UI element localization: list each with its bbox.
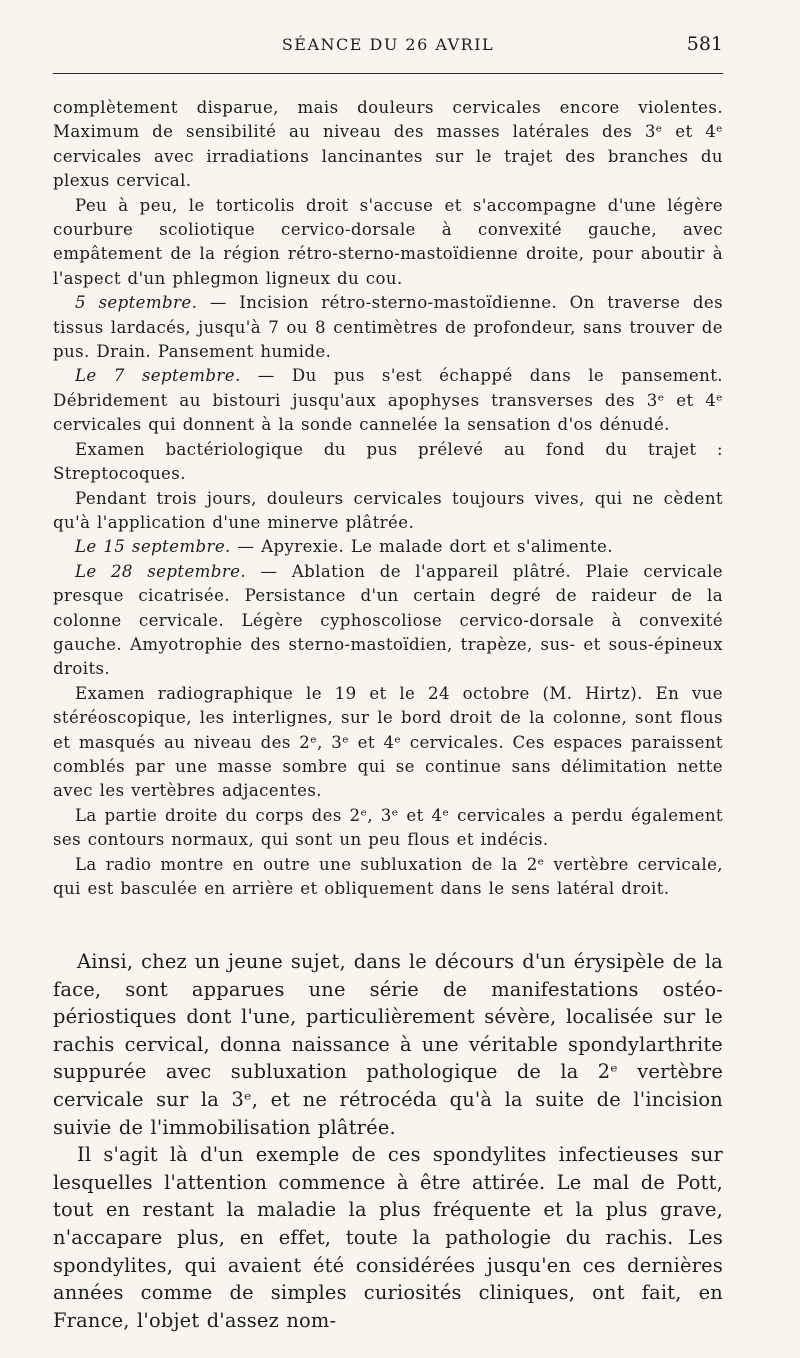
- case-note-paragraph: Le 7 septembre. — Du pus s'est échappé dans le pansement. Débridement au bistouri jusqu'aux apophyses transverses des 3ᵉ et 4ᵉ cervicales qui donnent à la sonde cannelée la sensation d'os dénudé.: [53, 366, 723, 435]
- case-note-paragraph: Examen bactériologique du pus prélevé au fond du trajet : Streptocoques.: [53, 439, 723, 484]
- case-notes: [53, 96, 723, 901]
- case-note-paragraph: La radio montre en outre une subluxation de la 2ᵉ vertèbre cervicale, qui est basculée en arrière et obliquement dans le sens latéral droit.: [53, 854, 723, 898]
- case-note-paragraph: complètement disparue, mais douleurs cervicales encore violentes. Maximum de sensibilité au niveau des masses latérales des 3ᵉ et 4ᵉ cervicales avec irradiations lancinantes sur le trajet des branches du plexus cervical.: [53, 98, 723, 191]
- case-note-paragraph: Pendant trois jours, douleurs cervicales toujours vives, qui ne cèdent qu'à l'application d'une minerve plâtrée.: [53, 488, 723, 532]
- case-note-paragraph: 5 septembre. — Incision rétro-sterno-mastoïdienne. On traverse des tissus lardacés, jusqu'à 7 ou 8 centimètres de profondeur, sans trouver de pus. Drain. Pansement humide.: [53, 293, 724, 362]
- case-note-paragraph: Peu à peu, le torticolis droit s'accuse et s'accompagne d'une légère courbure scoliotique cervico-dorsale à convexité gauche, avec empâtement de la région rétro-sterno-mastoïdienne droite, pour aboutir à l'aspect d'un phlegmon ligneux du cou.: [53, 195, 723, 288]
- page-number: 581: [686, 33, 723, 55]
- case-note-paragraph: Le 28 septembre. — Ablation de l'appareil plâtré. Plaie cervicale presque cicatrisée. Persistance d'un certain degré de raideur de la colonne cervicale. Légère cyphoscoliose cervico-dorsale à convexité gauche. Amyotrophie des sterno-mastoïdien, trapèze, sus- et sous-épineux droits.: [53, 561, 724, 679]
- case-note-paragraph: Le 15 septembre. — Apyrexie. Le malade dort et s'alimente.: [75, 537, 613, 557]
- case-note-paragraph: La partie droite du corps des 2ᵉ, 3ᵉ et 4ᵉ cervicales a perdu également ses contours normaux, qui sont un peu flous et indécis.: [53, 805, 723, 850]
- body-paragraph: Il s'agit là d'un exemple de ces spondylites infectieuses sur lesquelles l'attention commence à être attirée. Le mal de Pott, tout en restant la maladie la plus fréquente et la plus grave, n'accapare plus, en effet, toute la pathologie du rachis. Les spondylites, qui avaient été considérées jusqu'en ces dernières années comme de simples curiosités cliniques, ont fait, en France, l'objet d'assez nom-: [53, 1143, 723, 1332]
- running-head: [53, 33, 723, 59]
- main-text: [53, 948, 723, 1334]
- body-paragraph: Ainsi, chez un jeune sujet, dans le décours d'un érysipèle de la face, sont apparues une série de manifestations ostéo-périostiques dont l'une, particulièrement sévère, localisée sur le rachis cervical, donna naissance à une véritable spondylarthrite suppurée avec subluxation pathologique de la 2ᵉ vertèbre cervicale sur la 3ᵉ, et ne rétrocéda qu'à la suite de l'incision suivie de l'immobilisation plâtrée.: [53, 950, 723, 1139]
- running-head-title: SÉANCE DU 26 AVRIL: [281, 35, 495, 54]
- case-note-paragraph: Examen radiographique le 19 et le 24 octobre (M. Hirtz). En vue stéréoscopique, les interlignes, sur le bord droit de la colonne, sont flous et masqués au niveau des 2ᵉ, 3ᵉ et 4ᵉ cervicales. Ces espaces paraissent comblés par une masse sombre qui se continue sans délimitation nette avec les vertèbres adjacentes.: [53, 683, 723, 801]
- header-rule: [53, 73, 723, 74]
